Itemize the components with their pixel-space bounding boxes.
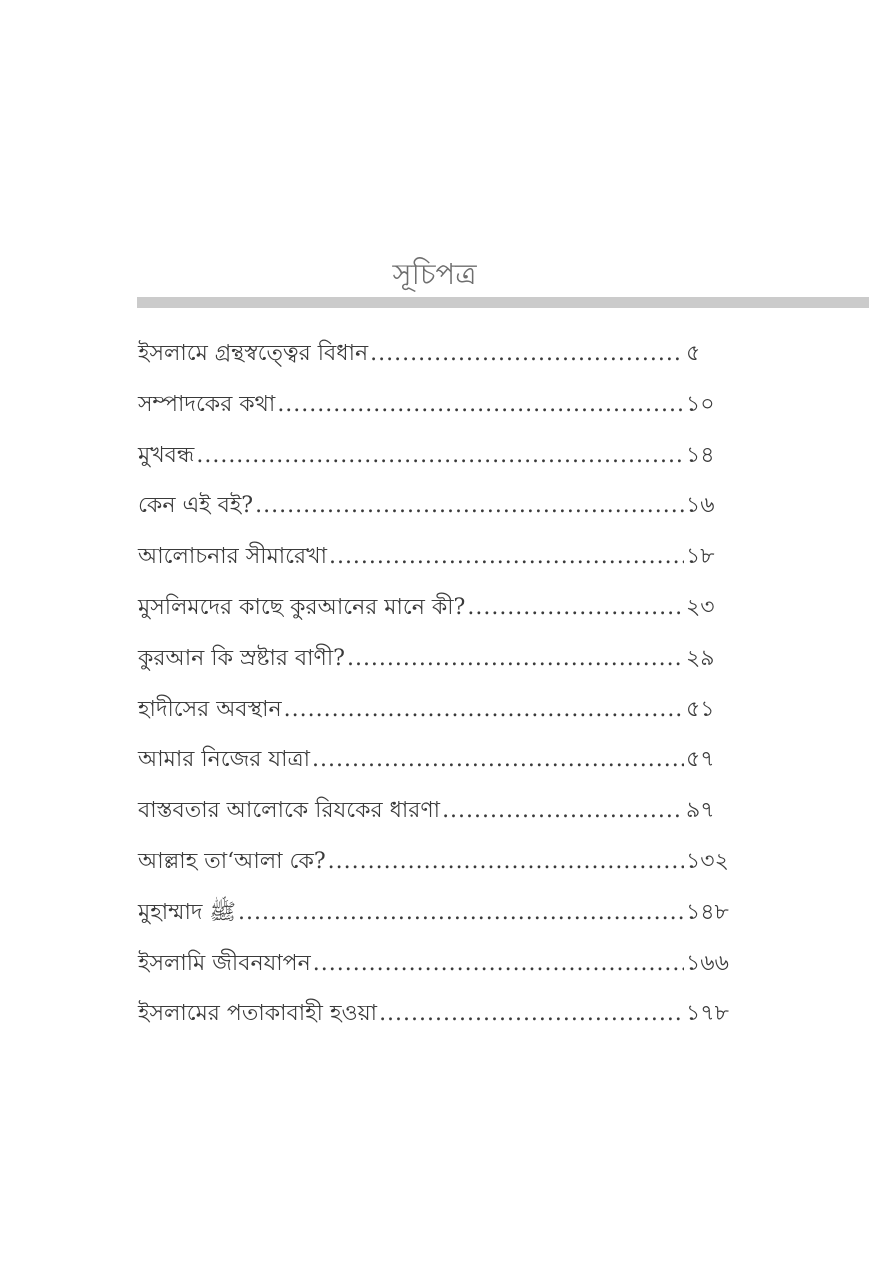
toc-entry[interactable] bbox=[138, 380, 738, 431]
toc-entry-page: ২৯ bbox=[686, 645, 715, 671]
toc-entry-label: আলোচনার সীমারেখা bbox=[138, 544, 327, 570]
toc-leader-dots bbox=[312, 735, 684, 786]
toc-entry-page: ১৬ bbox=[686, 493, 715, 519]
toc-entry-label: মুখবন্ধ bbox=[138, 442, 195, 468]
toc-entry[interactable] bbox=[138, 685, 738, 736]
toc-leader-dots bbox=[379, 989, 684, 1040]
toc-leader-dots bbox=[196, 431, 684, 482]
title-divider bbox=[137, 297, 869, 308]
toc-entry[interactable] bbox=[138, 634, 738, 685]
toc-entry-page: ১৬৬ bbox=[686, 950, 729, 976]
toc-entry[interactable] bbox=[138, 431, 738, 482]
toc-entry[interactable] bbox=[138, 329, 738, 380]
toc-entry-label: ইসলামের পতাকাবাহী হওয়া bbox=[138, 1001, 378, 1027]
toc-entry-label: মুহাম্মাদ ﷺ bbox=[138, 899, 236, 925]
toc-entry[interactable] bbox=[138, 583, 738, 634]
page-title: সূচিপত্র bbox=[392, 257, 477, 291]
toc-entry-page: ৫ bbox=[686, 341, 701, 366]
toc-entry-label: আল্লাহ তা‘আলা কে? bbox=[138, 848, 326, 874]
toc-entry-label: আমার নিজের যাত্রা bbox=[138, 747, 310, 773]
toc-entry-page: ১৭৮ bbox=[686, 1001, 729, 1027]
toc-entry[interactable] bbox=[138, 532, 738, 583]
toc-entry-label: ইসলামে গ্রন্থস্বত্ত্বের বিধান bbox=[138, 341, 369, 366]
toc-entry-label: হাদীসের অবস্থান bbox=[138, 696, 282, 722]
toc-entry[interactable] bbox=[138, 888, 738, 939]
toc-leader-dots bbox=[284, 685, 684, 736]
toc-leader-dots bbox=[277, 380, 684, 431]
toc-leader-dots bbox=[238, 888, 684, 939]
toc-leader-dots bbox=[329, 532, 684, 583]
toc-entry-page: ১৪ bbox=[686, 442, 715, 468]
toc-entry-label: মুসলিমদের কাছে কুরআনের মানে কী? bbox=[138, 594, 466, 620]
toc-leader-dots bbox=[442, 786, 684, 837]
toc-entry[interactable] bbox=[138, 989, 738, 1040]
toc-entry[interactable] bbox=[138, 837, 738, 888]
toc-entry-label: ইসলামি জীবনযাপন bbox=[138, 950, 311, 976]
toc-leader-dots bbox=[347, 634, 684, 685]
toc-entry[interactable] bbox=[138, 481, 738, 532]
toc-leader-dots bbox=[313, 939, 684, 990]
toc-entry-page: ২৩ bbox=[686, 594, 715, 620]
toc-entry[interactable] bbox=[138, 939, 738, 990]
toc-entry-page: ১০ bbox=[686, 391, 715, 417]
toc-leader-dots bbox=[255, 481, 684, 532]
table-of-contents bbox=[138, 329, 738, 1040]
toc-entry-label: কেন এই বই? bbox=[138, 493, 254, 519]
toc-entry-page: ১৩২ bbox=[686, 848, 729, 874]
toc-entry-page: ৫১ bbox=[686, 696, 715, 722]
toc-entry[interactable] bbox=[138, 735, 738, 786]
toc-entry-label: সম্পাদকের কথা bbox=[138, 391, 276, 417]
toc-entry[interactable] bbox=[138, 786, 738, 837]
toc-entry-page: ১৪৮ bbox=[686, 899, 729, 925]
toc-leader-dots bbox=[467, 583, 684, 634]
toc-entry-label: বাস্তবতার আলোকে রিযকের ধারণা bbox=[138, 798, 441, 824]
toc-entry-page: ১৮ bbox=[686, 544, 715, 570]
toc-entry-page: ৯৭ bbox=[686, 798, 715, 824]
toc-entry-page: ৫৭ bbox=[686, 747, 715, 773]
toc-leader-dots bbox=[370, 329, 684, 380]
toc-entry-label: কুরআন কি স্রষ্টার বাণী? bbox=[138, 645, 345, 671]
toc-leader-dots bbox=[328, 837, 684, 888]
